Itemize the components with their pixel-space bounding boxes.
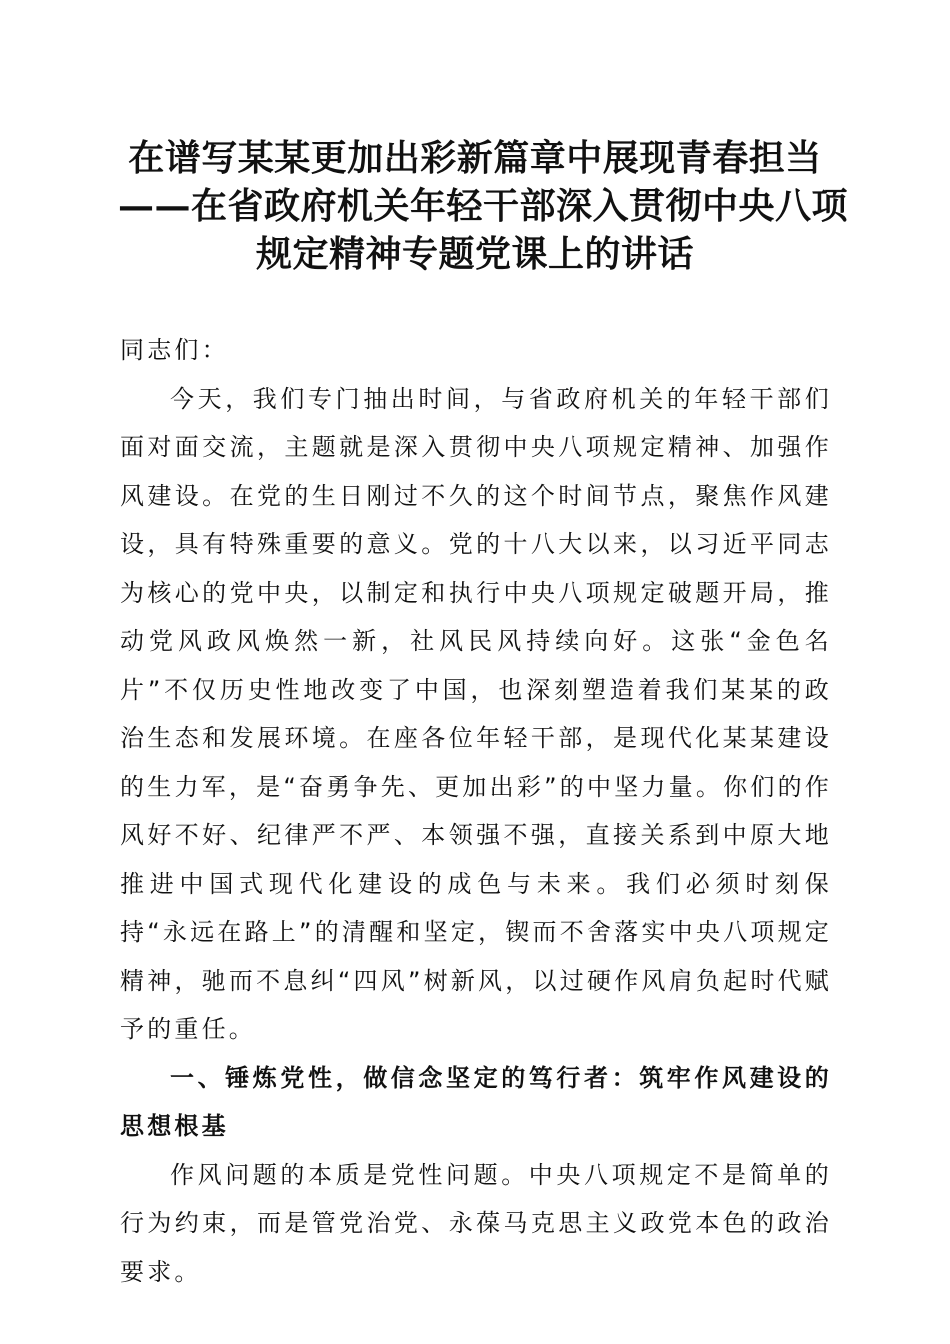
section-paragraph: 作风问题的本质是党性问题。中央八项规定不是简单的行为约束，而是管党治党、永葆马克思主义政党本色的政治要求。 bbox=[120, 1160, 832, 1286]
opening-paragraph: 今天，我们专门抽出时间，与省政府机关的年轻干部们面对面交流，主题就是深入贯彻中央八项规定精神、加强作风建设。在党的生日刚过不久的这个时间节点，聚焦作风建设，具有特殊重要的意义。党的十八大以来，以习近平同志为核心的党中央，以制定和执行中央八项规定破题开局，推动党风政风焕然一新，社风民风持续向好。这张“金色名片”不仅历史性地改变了中国，也深刻塑造着我们某某的政治生态和发展环境。在座各位年轻干部，是现代化某某建设的生力军，是“奋勇争先、更加出彩”的中坚力量。你们的作风好不好、纪律严不严、本领强不强，直接关系到中原大地推进中国式现代化建设的成色与未来。我们必须时刻保持“永远在路上”的清醒和坚定，锲而不舍落实中央八项规定精神，驰而不息纠“四风”树新风，以过硬作风肩负起时代赋予的重任。 bbox=[120, 384, 832, 1043]
salutation: 同志们： bbox=[120, 336, 229, 364]
section-heading: 一、锤炼党性，做信念坚定的笃行者：筑牢作风建设的思想根基 bbox=[120, 1063, 832, 1140]
document-title bbox=[118, 134, 849, 278]
title-line-2: ——在省政府机关年轻干部深入贯彻中央八项 bbox=[118, 185, 849, 227]
title-line-1: 在谱写某某更加出彩新篇章中展现青春担当 bbox=[128, 137, 822, 179]
document-body bbox=[120, 326, 832, 1296]
title-line-3: 规定精神专题党课上的讲话 bbox=[255, 233, 694, 275]
